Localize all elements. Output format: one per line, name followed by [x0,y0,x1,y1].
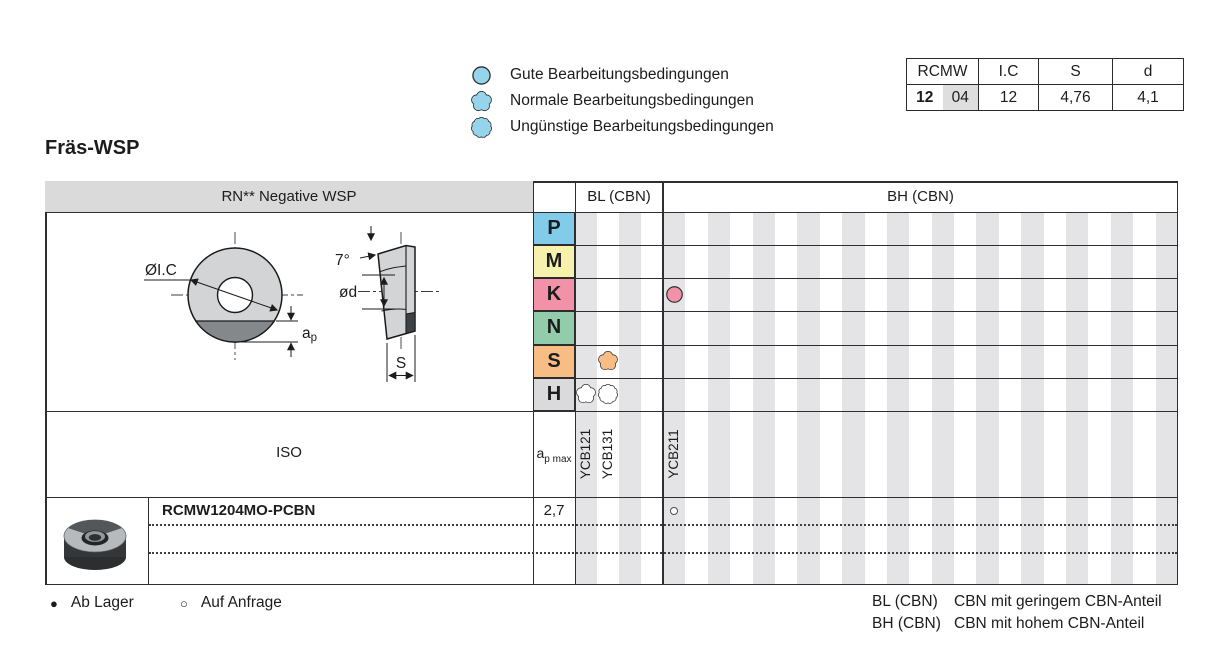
availability-circle-open-icon [669,506,679,516]
grade-column-stripe [753,212,775,584]
marker-wrap [669,506,679,516]
legend-label: Ungünstige Bearbeitungsbedingungen [510,118,774,135]
dashed-row-separator [149,552,1177,554]
marker-wrap [598,384,618,404]
product-ap-max: 2,7 [543,501,565,519]
legend-label: Normale Bearbeitungsbedingungen [510,92,754,109]
marker-wrap [598,351,618,371]
legend-item-normal [471,90,754,112]
marker-wrap [665,285,684,304]
on-request-icon: ○ [180,595,188,611]
in-stock-icon: ● [50,595,58,611]
bh-cbn-header: BH (CBN) [887,187,954,205]
unfavorable-conditions-icon [471,117,492,138]
grade-column-stripe [976,212,998,584]
side-view [335,226,442,382]
legend-bl-definition: BL (CBN) CBN mit geringem CBN-Anteil [872,593,1162,610]
spec-header-ic: I.C [979,59,1039,85]
row-separator [533,345,1178,346]
dashed-row-separator [149,524,1177,526]
ap-dimension-label: ap [302,325,318,344]
spec-value-d: 4,1 [1113,85,1184,111]
normal-conditions-icon [471,91,492,112]
circle-glyph [471,65,492,86]
spec-value-size: 12 04 [907,85,979,111]
spec-header-s: S [1039,59,1113,85]
grade-column-stripe [1066,212,1088,584]
legend-on-request: ○ Auf Anfrage [180,594,282,611]
marker-wrap [576,384,596,404]
grade-label-YCB131: YCB131 [600,428,615,480]
legend-item-good [471,64,729,86]
condition-marker-K-BH0 [665,285,684,304]
thickness-dimension-label: S [395,355,407,372]
ic-dimension-label: ØI.C [145,262,177,279]
page-title: Fräs-WSP [45,137,140,159]
row-separator [533,278,1178,279]
row-separator [533,378,1178,379]
grade-column-stripe [1156,212,1178,584]
product-name: RCMW1204MO-PCBN [162,501,316,519]
front-view [144,232,317,360]
grade-column-stripe [619,212,641,584]
grade-column-stripe [663,212,685,584]
material-class-N: N [533,311,575,344]
grade-column-stripe [842,212,864,584]
condition-marker-H-BL1 [598,384,618,404]
material-class-K: K [533,278,575,311]
angle-dimension-label: 7° [335,252,350,269]
grade-column-stripe [1111,212,1133,584]
material-class-M: M [533,245,575,278]
insert-type-header: RN** Negative WSP [45,181,533,212]
hole-diameter-label: ød [339,284,358,301]
insert-dimensions-table [906,58,1184,111]
product-photo [55,500,135,578]
legend-bh-definition: BH (CBN) CBN mit hohem CBN-Anteil [872,615,1145,632]
insert-technical-drawing [45,212,533,411]
legend-in-stock: ● Ab Lager [50,594,134,611]
row-separator [533,245,1178,246]
spec-value-ic: 12 [979,85,1039,111]
iso-row-label: ISO [276,444,302,461]
grade-column-stripe [887,212,909,584]
spec-header-d: d [1113,59,1184,85]
grade-column-stripe [1021,212,1043,584]
condition-marker-S-BL1 [598,351,618,371]
grade-column-stripe [708,212,730,584]
flower-12-glyph [471,117,492,138]
grade-column-stripe [932,212,954,584]
spec-header-rcmw: RCMW [907,59,979,85]
legend-item-unfavorable [471,116,774,138]
grade-column-stripe [797,212,819,584]
material-class-H: H [533,378,575,411]
material-class-P: P [533,212,575,245]
spec-value-s: 4,76 [1039,85,1113,111]
material-class-S: S [533,345,575,378]
ap-max-column-label: $a_{p max}$ [536,445,572,465]
good-conditions-icon [471,65,492,86]
bl-cbn-header: BL (CBN) [587,187,651,205]
row-separator [533,311,1178,312]
legend-label: Gute Bearbeitungsbedingungen [510,66,729,83]
photo-cell-separator [148,497,149,584]
grade-label-YCB121: YCB121 [578,428,593,480]
grade-label-YCB211: YCB211 [666,429,682,479]
condition-marker-H-BL0 [576,384,596,404]
table-bottom-border [45,584,1178,586]
flower-5-glyph [471,91,492,112]
